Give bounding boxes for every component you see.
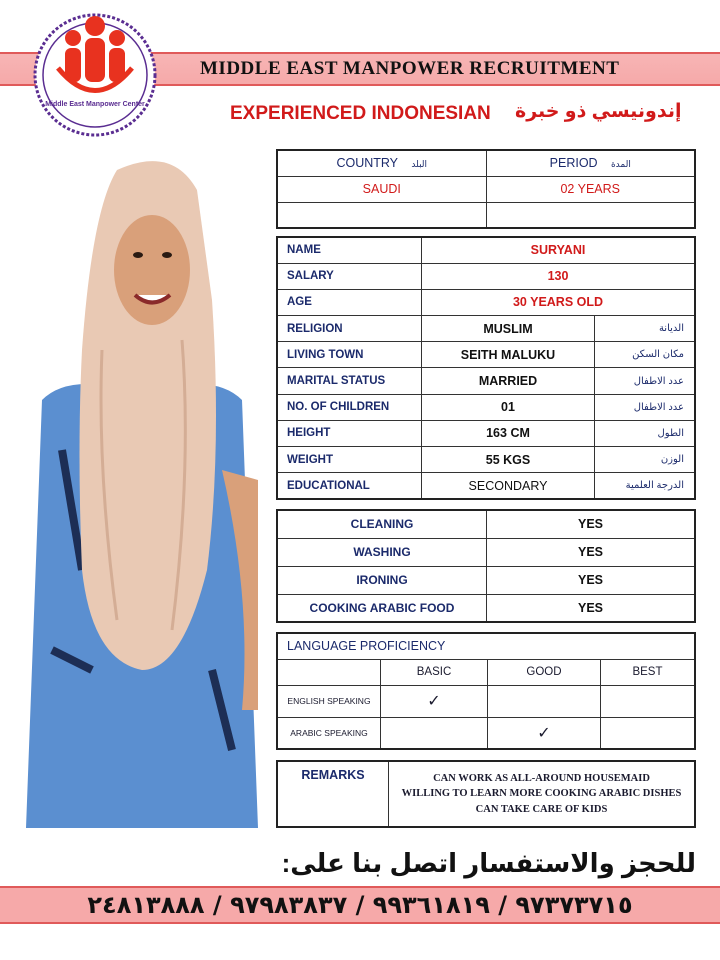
table-row	[277, 538, 695, 566]
living-town-label: LIVING TOWN	[277, 342, 422, 368]
skill-cooking-value: YES	[487, 594, 696, 622]
english-best-cell	[601, 685, 696, 717]
remark-line: CAN WORK AS ALL-AROUND HOUSEMAID	[433, 772, 650, 784]
table-row	[277, 510, 695, 538]
education-label-ar: الدرجة العلمية	[595, 473, 696, 499]
skill-cooking-label: COOKING ARABIC FOOD	[277, 594, 487, 622]
arabic-good-cell: ✓	[488, 717, 601, 749]
living-town-label-ar: مكان السكن	[595, 342, 696, 368]
english-speaking-label: ENGLISH SPEAKING	[277, 685, 381, 717]
children-value: 01	[422, 394, 595, 420]
religion-value: MUSLIM	[422, 316, 595, 342]
table-row	[277, 594, 695, 622]
arabic-basic-cell	[381, 717, 488, 749]
logo-text: Middle East Manpower Center	[45, 101, 145, 108]
weight-label-ar: الوزن	[595, 447, 696, 473]
period-value: 02 YEARS	[486, 176, 695, 202]
skill-ironing-label: IRONING	[277, 566, 487, 594]
candidate-photo	[22, 150, 260, 828]
empty-cell	[486, 202, 695, 228]
table-row	[277, 685, 695, 717]
language-table	[276, 632, 696, 750]
english-basic-cell: ✓	[381, 685, 488, 717]
arabic-speaking-label: ARABIC SPEAKING	[277, 717, 381, 749]
table-row	[277, 420, 695, 446]
marital-status-label: MARITAL STATUS	[277, 368, 422, 394]
country-label-ar: البلد	[411, 159, 428, 170]
table-row	[277, 368, 695, 394]
age-label: AGE	[277, 289, 422, 315]
contract-table	[276, 149, 696, 229]
religion-label-ar: الديانة	[595, 316, 696, 342]
skills-table	[276, 509, 696, 623]
marital-status-value: MARRIED	[422, 368, 595, 394]
skill-ironing-value: YES	[487, 566, 696, 594]
weight-value: 55 KGS	[422, 447, 595, 473]
children-label-ar: عدد الاطفال	[595, 394, 696, 420]
empty-cell	[277, 659, 381, 685]
subtitle-arabic: إندونيسي ذو خبرة	[515, 101, 682, 122]
height-value: 163 CM	[422, 420, 595, 446]
table-row	[277, 394, 695, 420]
subtitle-english: EXPERIENCED INDONESIAN	[230, 103, 491, 124]
period-label: PERIOD	[549, 156, 598, 171]
name-label: NAME	[277, 237, 422, 263]
skill-cleaning-value: YES	[487, 510, 696, 538]
table-row	[277, 473, 695, 499]
children-label: NO. OF CHILDREN	[277, 394, 422, 420]
weight-label: WEIGHT	[277, 447, 422, 473]
education-value: SECONDARY	[422, 473, 595, 499]
level-best-header: BEST	[601, 659, 696, 685]
country-header	[277, 150, 486, 176]
salary-value: 130	[422, 263, 696, 289]
age-value: 30 YEARS OLD	[422, 289, 696, 315]
country-value: SAUDI	[277, 176, 486, 202]
height-label: HEIGHT	[277, 420, 422, 446]
remark-line: WILLING TO LEARN MORE COOKING ARABIC DISHES	[401, 787, 682, 799]
period-header	[486, 150, 695, 176]
skill-washing-value: YES	[487, 538, 696, 566]
language-title: LANGUAGE PROFICIENCY	[277, 633, 695, 659]
skill-cleaning-label: CLEANING	[277, 510, 487, 538]
religion-label: RELIGION	[277, 316, 422, 342]
table-row	[277, 342, 695, 368]
table-row	[277, 717, 695, 749]
period-label-ar: المدة	[610, 159, 631, 170]
skill-washing-label: WASHING	[277, 538, 487, 566]
page-title: MIDDLE EAST MANPOWER RECRUITMENT	[200, 58, 620, 79]
name-value: SURYANI	[422, 237, 696, 263]
country-label: COUNTRY	[336, 156, 399, 171]
level-good-header: GOOD	[488, 659, 601, 685]
table-row	[277, 447, 695, 473]
table-row	[277, 566, 695, 594]
contact-heading-ar: للحجز والاستفسار اتصل بنا على:	[281, 848, 696, 878]
empty-cell	[277, 202, 486, 228]
height-label-ar: الطول	[595, 420, 696, 446]
english-good-cell	[488, 685, 601, 717]
phone-numbers: ٩٧٣٧٣٧١٥ / ٩٩٣٦١٨١٩ / ٩٧٩٨٣٨٣٧ / ٢٤٨١٣٨٨٨	[87, 891, 633, 919]
living-town-value: SEITH MALUKU	[422, 342, 595, 368]
level-basic-header: BASIC	[381, 659, 488, 685]
profile-table	[276, 236, 696, 500]
salary-label: SALARY	[277, 263, 422, 289]
education-label: EDUCATIONAL	[277, 473, 422, 499]
company-logo	[28, 8, 162, 138]
arabic-best-cell	[601, 717, 696, 749]
marital-status-label-ar: عدد الاطفال	[595, 368, 696, 394]
remarks-label: REMARKS	[277, 761, 389, 827]
remark-line: CAN TAKE CARE OF KIDS	[475, 803, 608, 815]
table-row	[277, 316, 695, 342]
remarks-table	[276, 760, 696, 828]
